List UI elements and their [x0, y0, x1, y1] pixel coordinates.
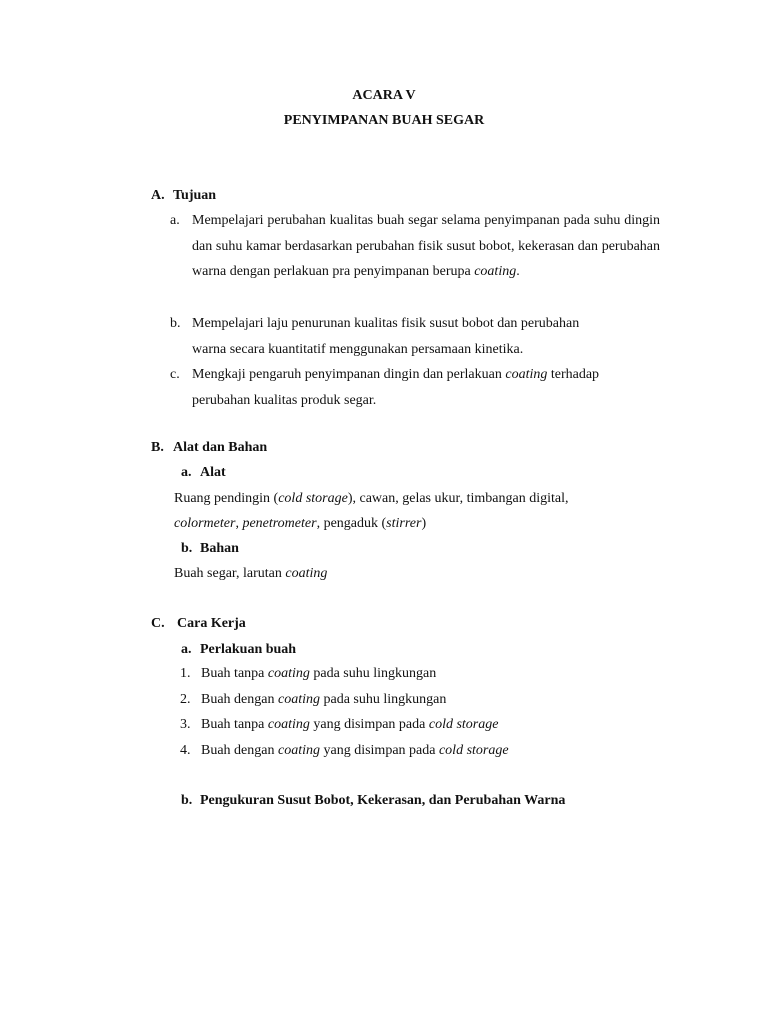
- section-marker: A.: [151, 188, 165, 203]
- list-marker: 3.: [180, 717, 191, 732]
- italic-term: colormeter: [174, 516, 236, 531]
- italic-term: cold storage: [278, 491, 348, 506]
- text-run: .: [516, 264, 520, 279]
- document-title: PENYIMPANAN BUAH SEGAR: [283, 113, 485, 128]
- sub-title: Pengukuran Susut Bobot, Kekerasan, dan Perubahan Warna: [200, 793, 566, 808]
- list-item-text: [192, 208, 660, 285]
- list-marker: 4.: [180, 743, 191, 758]
- alat-line-2: [174, 515, 426, 533]
- text-run: ): [421, 516, 427, 531]
- section-heading-alat-bahan: [151, 439, 267, 457]
- sub-marker: a.: [181, 642, 192, 657]
- section-title: Cara Kerja: [177, 616, 246, 631]
- section-marker: C.: [151, 616, 165, 631]
- list-item-perlakuan-2: [180, 691, 446, 709]
- section-heading-cara-kerja: [151, 615, 246, 633]
- subheading-bahan: [181, 540, 239, 558]
- text-run: yang disimpan pada: [309, 717, 429, 732]
- text-run: Ruang pendingin (: [174, 491, 279, 506]
- text-run: ), cawan, gelas ukur, timbangan digital,: [347, 491, 569, 506]
- list-marker: 2.: [180, 692, 191, 707]
- text-run: pada suhu lingkungan: [309, 666, 437, 681]
- list-item-perlakuan-4: [180, 742, 509, 760]
- section-marker: B.: [151, 440, 164, 455]
- text-run: Mempelajari perubahan kualitas buah segar selama penyimpanan pada suhu dingin dan suhu kamar berdasarkan perubahan fisik susut bobot, kekerasan dan perubahan warna dengan perlakuan pra penyimpanan berupa: [192, 213, 660, 279]
- list-item-perlakuan-3: [180, 716, 498, 734]
- text-run: Mengkaji pengaruh penyimpanan dingin dan perlakuan: [192, 367, 506, 382]
- italic-term: coating: [267, 717, 310, 732]
- sub-title: Alat: [200, 465, 226, 480]
- text-run: Buah tanpa: [201, 717, 268, 732]
- italic-term: stirrer: [386, 516, 422, 531]
- subheading-perlakuan: [181, 641, 296, 659]
- subheading-pengukuran: [181, 792, 565, 810]
- sub-marker: b.: [181, 541, 193, 556]
- italic-term: coating: [267, 666, 310, 681]
- italic-term: cold storage: [438, 743, 509, 758]
- bahan-line: [174, 565, 327, 583]
- text-run: Buah dengan: [201, 692, 278, 707]
- italic-term: coating: [285, 566, 328, 581]
- list-item-text: [192, 362, 660, 413]
- list-item-text: [192, 311, 660, 362]
- list-item-tujuan-a: [170, 208, 660, 285]
- text-line: warna secara kuantitatif menggunakan persamaan kinetika.: [192, 341, 524, 357]
- alat-line-1: [174, 490, 568, 508]
- text-line: Mempelajari laju penurunan kualitas fisik susut bobot dan perubahan: [192, 316, 580, 331]
- sub-title: Perlakuan buah: [200, 642, 297, 657]
- text-run: Buah tanpa: [201, 666, 268, 681]
- sub-title: Bahan: [200, 541, 239, 556]
- list-item-tujuan-b: [170, 311, 660, 362]
- text-run: pada suhu lingkungan: [319, 692, 447, 707]
- list-marker: a.: [170, 213, 180, 228]
- italic-term: penetrometer: [242, 516, 317, 531]
- italic-term: coating: [277, 692, 320, 707]
- list-item-perlakuan-1: [180, 665, 436, 683]
- text-run: ,: [235, 516, 243, 531]
- list-marker: b.: [170, 316, 181, 331]
- text-run: , pengaduk (: [316, 516, 387, 531]
- section-title: Tujuan: [173, 188, 217, 203]
- italic-term: coating: [277, 743, 320, 758]
- section-heading-tujuan: [151, 187, 216, 205]
- text-line: perubahan kualitas produk segar.: [192, 392, 377, 408]
- section-title: Alat dan Bahan: [173, 440, 268, 455]
- sub-marker: a.: [181, 465, 192, 480]
- text-run: Buah segar, larutan: [174, 566, 286, 581]
- acara-title: ACARA V: [352, 88, 416, 103]
- text-run: terhadap: [547, 367, 600, 382]
- italic-term: coating: [505, 367, 548, 382]
- italic-term: coating: [474, 264, 517, 279]
- sub-marker: b.: [181, 793, 193, 808]
- subheading-alat: [181, 464, 226, 482]
- italic-term: cold storage: [428, 717, 499, 732]
- text-run: Buah dengan: [201, 743, 278, 758]
- list-marker: 1.: [180, 666, 191, 681]
- text-run: yang disimpan pada: [319, 743, 439, 758]
- list-item-tujuan-c: [170, 362, 660, 413]
- list-marker: c.: [170, 367, 180, 382]
